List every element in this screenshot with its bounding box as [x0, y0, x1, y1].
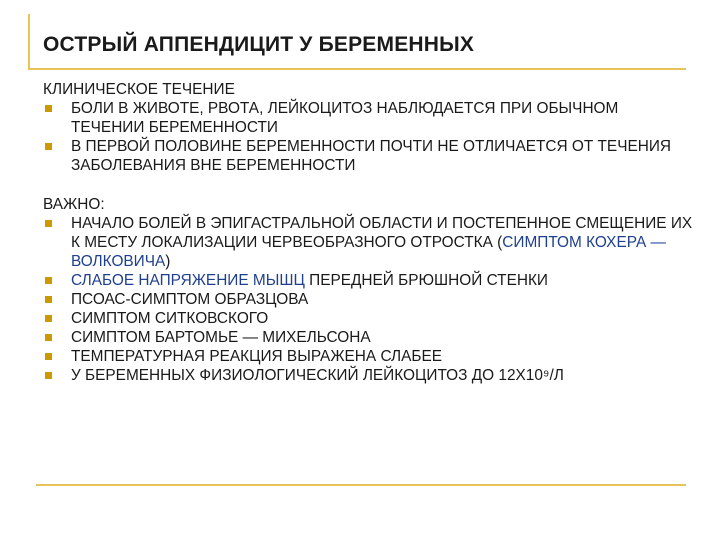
section-heading-clinical: КЛИНИЧЕСКОЕ ТЕЧЕНИЕ: [43, 81, 235, 98]
clinical-list: [43, 99, 693, 175]
page-title: ОСТРЫЙ АППЕНДИЦИТ У БЕРЕМЕННЫХ: [43, 33, 475, 56]
slide-content: [43, 80, 693, 385]
square-bullet-icon: [45, 315, 52, 322]
list-item-text: СИМПТОМ БАРТОМЬЕ — МИХЕЛЬСОНА: [71, 329, 371, 346]
list-item: [43, 290, 693, 309]
section-heading-important: ВАЖНО:: [43, 196, 105, 213]
square-bullet-icon: [45, 277, 52, 284]
list-item-text: В ПЕРВОЙ ПОЛОВИНЕ БЕРЕМЕННОСТИ ПОЧТИ НЕ ОТЛИЧАЕТСЯ ОТ ТЕЧЕНИЯ ЗАБОЛЕВАНИЯ ВНЕ БЕРЕМЕННОСТИ: [71, 138, 672, 174]
list-item-text: ТЕМПЕРАТУРНАЯ РЕАКЦИЯ ВЫРАЖЕНА СЛАБЕЕ: [71, 348, 443, 365]
list-item-text: ПЕРЕДНЕЙ БРЮШНОЙ СТЕНКИ: [304, 272, 548, 289]
list-item: [43, 214, 693, 271]
square-bullet-icon: [45, 105, 52, 112]
list-item: [43, 309, 693, 328]
muscle-tension-link[interactable]: СЛАБОЕ НАПРЯЖЕНИЕ МЫШЦ: [71, 272, 305, 289]
square-bullet-icon: [45, 220, 52, 227]
square-bullet-icon: [45, 353, 52, 360]
list-item-text-end: ): [165, 253, 171, 270]
list-item: [43, 328, 693, 347]
list-item-text: ПСОАС-СИМПТОМ ОБРАЗЦОВА: [71, 291, 309, 308]
list-item: [43, 99, 693, 137]
important-list: [43, 214, 693, 385]
square-bullet-icon: [45, 143, 52, 150]
square-bullet-icon: [45, 334, 52, 341]
bottom-divider: [36, 484, 686, 486]
list-item-text: НАЧАЛО БОЛЕЙ В ЭПИГАСТРАЛЬНОЙ ОБЛАСТИ И ПОСТЕПЕННОЕ СМЕЩЕНИЕ ИХ К МЕСТУ ЛОКАЛИЗАЦИИ ЧЕРВЕОБРАЗНОГО ОТРОСТКА (: [71, 215, 693, 251]
list-item: [43, 347, 693, 366]
list-item-text: БОЛИ В ЖИВОТЕ, РВОТА, ЛЕЙКОЦИТОЗ НАБЛЮДАЕТСЯ ПРИ ОБЫЧНОМ ТЕЧЕНИИ БЕРЕМЕННОСТИ: [71, 100, 619, 136]
list-item: [43, 137, 693, 175]
list-item: [43, 271, 693, 290]
kocher-symptom-link[interactable]: СИМПТОМ КОХЕРА — ВОЛКОВИЧА: [71, 234, 666, 270]
list-item-text: СИМПТОМ СИТКОВСКОГО: [71, 310, 269, 327]
list-item: [43, 366, 693, 385]
list-item-text: У БЕРЕМЕННЫХ ФИЗИОЛОГИЧЕСКИЙ ЛЕЙКОЦИТОЗ ДО 12Х10⁹/Л: [71, 367, 564, 384]
square-bullet-icon: [45, 372, 52, 379]
square-bullet-icon: [45, 296, 52, 303]
